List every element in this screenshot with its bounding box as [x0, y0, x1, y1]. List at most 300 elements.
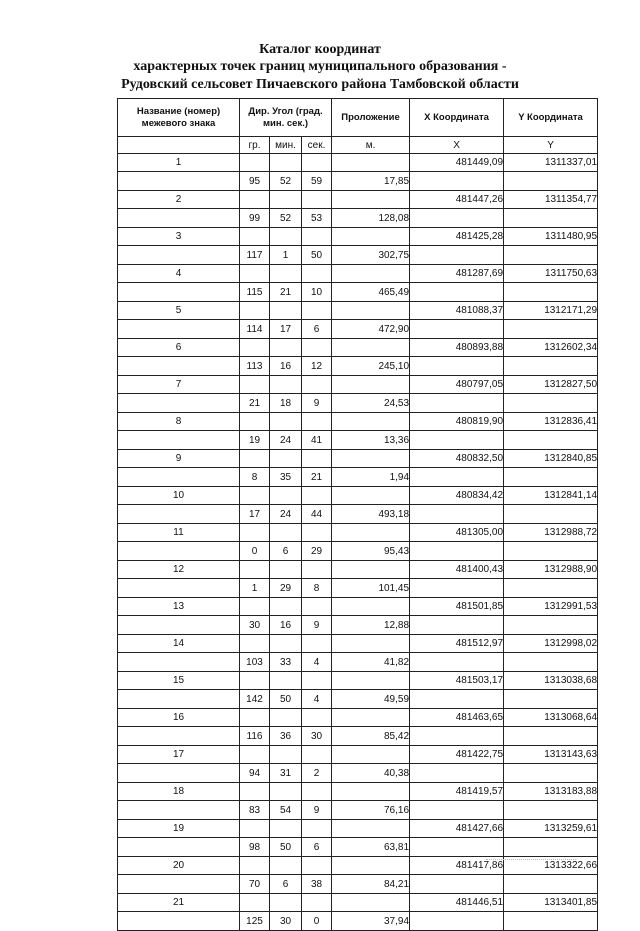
- angle-seconds: 6: [302, 838, 332, 857]
- point-row: [118, 894, 598, 912]
- angle-deg-blank: [240, 857, 270, 875]
- point-row: [118, 783, 598, 801]
- segment-y-blank: [504, 246, 598, 265]
- point-row: [118, 524, 598, 542]
- angle-min-blank: [270, 894, 302, 912]
- segment-y-blank: [504, 394, 598, 413]
- angle-min-blank: [270, 709, 302, 727]
- angle-deg-blank: [240, 487, 270, 505]
- point-y: 1313401,85: [504, 894, 598, 912]
- distance-blank: [332, 672, 410, 690]
- segment-name-blank: [118, 246, 240, 265]
- angle-minutes: 16: [270, 616, 302, 635]
- header-distance: Проложение: [332, 99, 410, 137]
- segment-row: [118, 912, 598, 931]
- segment-distance: 465,49: [332, 283, 410, 302]
- segment-distance: 1,94: [332, 468, 410, 487]
- point-row: [118, 228, 598, 246]
- segment-row: [118, 320, 598, 339]
- segment-row: [118, 579, 598, 598]
- point-number: 10: [118, 487, 240, 505]
- angle-min-blank: [270, 635, 302, 653]
- angle-deg-blank: [240, 894, 270, 912]
- segment-name-blank: [118, 320, 240, 339]
- angle-minutes: 17: [270, 320, 302, 339]
- segment-distance: 24,53: [332, 394, 410, 413]
- angle-seconds: 8: [302, 579, 332, 598]
- angle-seconds: 50: [302, 246, 332, 265]
- segment-x-blank: [410, 542, 504, 561]
- point-number: 5: [118, 302, 240, 320]
- segment-x-blank: [410, 653, 504, 672]
- angle-min-blank: [270, 561, 302, 579]
- angle-seconds: 9: [302, 394, 332, 413]
- segment-name-blank: [118, 468, 240, 487]
- angle-minutes: 50: [270, 690, 302, 709]
- segment-y-blank: [504, 690, 598, 709]
- point-number: 12: [118, 561, 240, 579]
- subheader-x: X: [410, 137, 504, 154]
- point-y: 1313143,63: [504, 746, 598, 764]
- point-row: [118, 820, 598, 838]
- segment-y-blank: [504, 431, 598, 450]
- point-x: 481305,00: [410, 524, 504, 542]
- segment-x-blank: [410, 209, 504, 228]
- segment-row: [118, 505, 598, 524]
- angle-min-blank: [270, 598, 302, 616]
- angle-deg-blank: [240, 524, 270, 542]
- angle-seconds: 30: [302, 727, 332, 746]
- segment-y-blank: [504, 838, 598, 857]
- segment-distance: 245,10: [332, 357, 410, 376]
- angle-seconds: 38: [302, 875, 332, 894]
- point-x: 481501,85: [410, 598, 504, 616]
- document-title: Каталог координат: [259, 42, 381, 57]
- angle-degrees: 103: [240, 653, 270, 672]
- header-y-coordinate: Y Координата: [504, 99, 598, 137]
- subheader-minutes: мин.: [270, 137, 302, 154]
- angle-minutes: 29: [270, 579, 302, 598]
- angle-seconds: 4: [302, 690, 332, 709]
- angle-deg-blank: [240, 709, 270, 727]
- segment-row: [118, 616, 598, 635]
- point-x: 481449,09: [410, 154, 504, 172]
- point-row: [118, 450, 598, 468]
- angle-degrees: 70: [240, 875, 270, 894]
- angle-min-blank: [270, 672, 302, 690]
- segment-name-blank: [118, 838, 240, 857]
- angle-sec-blank: [302, 857, 332, 875]
- angle-deg-blank: [240, 154, 270, 172]
- segment-row: [118, 838, 598, 857]
- segment-name-blank: [118, 616, 240, 635]
- point-y: 1313322,66: [504, 857, 598, 875]
- angle-sec-blank: [302, 894, 332, 912]
- segment-y-blank: [504, 875, 598, 894]
- subheader-degrees: гр.: [240, 137, 270, 154]
- segment-distance: 84,21: [332, 875, 410, 894]
- angle-degrees: 21: [240, 394, 270, 413]
- segment-y-blank: [504, 579, 598, 598]
- segment-x-blank: [410, 875, 504, 894]
- point-x: 481400,43: [410, 561, 504, 579]
- segment-x-blank: [410, 505, 504, 524]
- segment-row: [118, 764, 598, 783]
- point-y: 1311337,01: [504, 154, 598, 172]
- angle-sec-blank: [302, 672, 332, 690]
- segment-name-blank: [118, 875, 240, 894]
- angle-sec-blank: [302, 746, 332, 764]
- point-number: 7: [118, 376, 240, 394]
- segment-x-blank: [410, 838, 504, 857]
- angle-seconds: 10: [302, 283, 332, 302]
- segment-y-blank: [504, 801, 598, 820]
- point-number: 14: [118, 635, 240, 653]
- segment-y-blank: [504, 764, 598, 783]
- point-row: [118, 561, 598, 579]
- angle-minutes: 54: [270, 801, 302, 820]
- segment-distance: 472,90: [332, 320, 410, 339]
- angle-min-blank: [270, 413, 302, 431]
- point-y: 1311354,77: [504, 191, 598, 209]
- angle-min-blank: [270, 524, 302, 542]
- point-x: 480819,90: [410, 413, 504, 431]
- angle-minutes: 35: [270, 468, 302, 487]
- segment-row: [118, 727, 598, 746]
- point-x: 481447,26: [410, 191, 504, 209]
- scan-artifact-divider: [486, 859, 576, 860]
- angle-min-blank: [270, 339, 302, 357]
- segment-x-blank: [410, 616, 504, 635]
- angle-min-blank: [270, 820, 302, 838]
- angle-deg-blank: [240, 450, 270, 468]
- angle-seconds: 59: [302, 172, 332, 191]
- angle-sec-blank: [302, 561, 332, 579]
- angle-seconds: 9: [302, 801, 332, 820]
- point-number: 15: [118, 672, 240, 690]
- angle-deg-blank: [240, 191, 270, 209]
- angle-sec-blank: [302, 302, 332, 320]
- document-subtitle: характерных точек границ муниципального образования -: [133, 59, 507, 74]
- segment-y-blank: [504, 468, 598, 487]
- angle-minutes: 52: [270, 209, 302, 228]
- point-y: 1312171,29: [504, 302, 598, 320]
- angle-min-blank: [270, 487, 302, 505]
- segment-name-blank: [118, 394, 240, 413]
- segment-distance: 128,08: [332, 209, 410, 228]
- point-number: 11: [118, 524, 240, 542]
- angle-sec-blank: [302, 265, 332, 283]
- subheader-seconds: сек.: [302, 137, 332, 154]
- distance-blank: [332, 709, 410, 727]
- angle-seconds: 12: [302, 357, 332, 376]
- point-y: 1312602,34: [504, 339, 598, 357]
- segment-name-blank: [118, 801, 240, 820]
- angle-sec-blank: [302, 191, 332, 209]
- point-number: 9: [118, 450, 240, 468]
- segment-distance: 101,45: [332, 579, 410, 598]
- segment-distance: 493,18: [332, 505, 410, 524]
- angle-degrees: 115: [240, 283, 270, 302]
- segment-x-blank: [410, 283, 504, 302]
- segment-name-blank: [118, 727, 240, 746]
- angle-seconds: 2: [302, 764, 332, 783]
- point-x: 480893,88: [410, 339, 504, 357]
- segment-name-blank: [118, 209, 240, 228]
- angle-degrees: 17: [240, 505, 270, 524]
- segment-distance: 41,82: [332, 653, 410, 672]
- distance-blank: [332, 339, 410, 357]
- subheader-blank: [118, 137, 240, 154]
- segment-row: [118, 468, 598, 487]
- angle-degrees: 113: [240, 357, 270, 376]
- distance-blank: [332, 487, 410, 505]
- segment-distance: 40,38: [332, 764, 410, 783]
- angle-min-blank: [270, 302, 302, 320]
- angle-degrees: 94: [240, 764, 270, 783]
- point-row: [118, 746, 598, 764]
- angle-seconds: 4: [302, 653, 332, 672]
- point-row: [118, 191, 598, 209]
- point-y: 1312840,85: [504, 450, 598, 468]
- segment-x-blank: [410, 690, 504, 709]
- point-row: [118, 709, 598, 727]
- point-x: 481425,28: [410, 228, 504, 246]
- angle-degrees: 116: [240, 727, 270, 746]
- angle-sec-blank: [302, 635, 332, 653]
- point-x: 481463,65: [410, 709, 504, 727]
- segment-x-blank: [410, 431, 504, 450]
- angle-seconds: 0: [302, 912, 332, 931]
- segment-name-blank: [118, 690, 240, 709]
- segment-name-blank: [118, 283, 240, 302]
- angle-minutes: 36: [270, 727, 302, 746]
- angle-degrees: 83: [240, 801, 270, 820]
- segment-distance: 85,42: [332, 727, 410, 746]
- angle-deg-blank: [240, 820, 270, 838]
- segment-x-blank: [410, 727, 504, 746]
- segment-distance: 49,59: [332, 690, 410, 709]
- segment-x-blank: [410, 394, 504, 413]
- angle-minutes: 31: [270, 764, 302, 783]
- angle-min-blank: [270, 376, 302, 394]
- point-y: 1313183,88: [504, 783, 598, 801]
- segment-name-blank: [118, 653, 240, 672]
- segment-y-blank: [504, 357, 598, 376]
- angle-seconds: 9: [302, 616, 332, 635]
- point-number: 4: [118, 265, 240, 283]
- segment-distance: 13,36: [332, 431, 410, 450]
- segment-name-blank: [118, 912, 240, 931]
- angle-degrees: 19: [240, 431, 270, 450]
- point-row: [118, 339, 598, 357]
- segment-x-blank: [410, 801, 504, 820]
- segment-x-blank: [410, 912, 504, 931]
- segment-y-blank: [504, 505, 598, 524]
- angle-degrees: 125: [240, 912, 270, 931]
- point-row: [118, 635, 598, 653]
- point-x: 481417,86: [410, 857, 504, 875]
- distance-blank: [332, 857, 410, 875]
- segment-row: [118, 394, 598, 413]
- segment-y-blank: [504, 727, 598, 746]
- angle-sec-blank: [302, 376, 332, 394]
- angle-sec-blank: [302, 228, 332, 246]
- distance-blank: [332, 783, 410, 801]
- point-row: [118, 376, 598, 394]
- angle-sec-blank: [302, 524, 332, 542]
- angle-min-blank: [270, 857, 302, 875]
- angle-degrees: 99: [240, 209, 270, 228]
- point-number: 1: [118, 154, 240, 172]
- segment-x-blank: [410, 764, 504, 783]
- point-number: 18: [118, 783, 240, 801]
- segment-name-blank: [118, 505, 240, 524]
- document-subtitle-region: Рудовский сельсовет Пичаевского района Тамбовской области: [121, 77, 519, 92]
- angle-minutes: 50: [270, 838, 302, 857]
- point-row: [118, 265, 598, 283]
- angle-min-blank: [270, 783, 302, 801]
- point-row: [118, 413, 598, 431]
- angle-minutes: 6: [270, 875, 302, 894]
- angle-min-blank: [270, 265, 302, 283]
- distance-blank: [332, 376, 410, 394]
- point-y: 1312827,50: [504, 376, 598, 394]
- segment-name-blank: [118, 172, 240, 191]
- point-number: 3: [118, 228, 240, 246]
- segment-row: [118, 283, 598, 302]
- angle-seconds: 53: [302, 209, 332, 228]
- segment-distance: 37,94: [332, 912, 410, 931]
- distance-blank: [332, 598, 410, 616]
- angle-sec-blank: [302, 783, 332, 801]
- angle-seconds: 29: [302, 542, 332, 561]
- angle-degrees: 117: [240, 246, 270, 265]
- angle-deg-blank: [240, 339, 270, 357]
- angle-sec-blank: [302, 339, 332, 357]
- distance-blank: [332, 561, 410, 579]
- point-x: 481419,57: [410, 783, 504, 801]
- distance-blank: [332, 265, 410, 283]
- segment-row: [118, 209, 598, 228]
- angle-degrees: 0: [240, 542, 270, 561]
- distance-blank: [332, 635, 410, 653]
- angle-deg-blank: [240, 302, 270, 320]
- angle-seconds: 6: [302, 320, 332, 339]
- segment-x-blank: [410, 468, 504, 487]
- segment-row: [118, 357, 598, 376]
- segment-x-blank: [410, 357, 504, 376]
- segment-distance: 302,75: [332, 246, 410, 265]
- segment-distance: 95,43: [332, 542, 410, 561]
- segment-distance: 76,16: [332, 801, 410, 820]
- subheader-y: Y: [504, 137, 598, 154]
- point-y: 1311480,95: [504, 228, 598, 246]
- segment-name-blank: [118, 579, 240, 598]
- angle-deg-blank: [240, 783, 270, 801]
- angle-minutes: 24: [270, 505, 302, 524]
- segment-x-blank: [410, 320, 504, 339]
- distance-blank: [332, 413, 410, 431]
- distance-blank: [332, 820, 410, 838]
- segment-name-blank: [118, 764, 240, 783]
- angle-min-blank: [270, 746, 302, 764]
- segment-x-blank: [410, 246, 504, 265]
- segment-y-blank: [504, 172, 598, 191]
- point-y: 1312988,72: [504, 524, 598, 542]
- distance-blank: [332, 894, 410, 912]
- point-number: 16: [118, 709, 240, 727]
- segment-row: [118, 653, 598, 672]
- angle-deg-blank: [240, 265, 270, 283]
- angle-seconds: 44: [302, 505, 332, 524]
- point-y: 1313259,61: [504, 820, 598, 838]
- segment-row: [118, 875, 598, 894]
- point-x: 480797,05: [410, 376, 504, 394]
- angle-degrees: 30: [240, 616, 270, 635]
- angle-seconds: 21: [302, 468, 332, 487]
- segment-name-blank: [118, 357, 240, 376]
- point-row: [118, 672, 598, 690]
- angle-seconds: 41: [302, 431, 332, 450]
- angle-sec-blank: [302, 450, 332, 468]
- segment-row: [118, 690, 598, 709]
- segment-row: [118, 172, 598, 191]
- distance-blank: [332, 524, 410, 542]
- header-direction-angle: Дир. Угол (град. мин. сек.): [240, 99, 332, 137]
- point-y: 1313038,68: [504, 672, 598, 690]
- angle-min-blank: [270, 191, 302, 209]
- angle-minutes: 24: [270, 431, 302, 450]
- point-y: 1313068,64: [504, 709, 598, 727]
- point-row: [118, 302, 598, 320]
- point-number: 19: [118, 820, 240, 838]
- subheader-meters: м.: [332, 137, 410, 154]
- angle-deg-blank: [240, 228, 270, 246]
- angle-deg-blank: [240, 672, 270, 690]
- distance-blank: [332, 302, 410, 320]
- point-number: 2: [118, 191, 240, 209]
- distance-blank: [332, 746, 410, 764]
- segment-y-blank: [504, 912, 598, 931]
- distance-blank: [332, 228, 410, 246]
- angle-min-blank: [270, 228, 302, 246]
- segment-distance: 12,88: [332, 616, 410, 635]
- header-point-name: Название (номер) межевого знака: [118, 99, 240, 137]
- angle-sec-blank: [302, 598, 332, 616]
- coordinate-catalog-table: [117, 98, 598, 931]
- angle-deg-blank: [240, 376, 270, 394]
- angle-sec-blank: [302, 820, 332, 838]
- angle-sec-blank: [302, 413, 332, 431]
- angle-degrees: 114: [240, 320, 270, 339]
- angle-minutes: 6: [270, 542, 302, 561]
- point-x: 481446,51: [410, 894, 504, 912]
- segment-name-blank: [118, 431, 240, 450]
- segment-y-blank: [504, 653, 598, 672]
- point-y: 1311750,63: [504, 265, 598, 283]
- point-y: 1312988,90: [504, 561, 598, 579]
- point-x: 480832,50: [410, 450, 504, 468]
- segment-x-blank: [410, 172, 504, 191]
- point-row: [118, 154, 598, 172]
- angle-degrees: 1: [240, 579, 270, 598]
- catalog-body: [118, 154, 598, 931]
- angle-degrees: 98: [240, 838, 270, 857]
- angle-minutes: 18: [270, 394, 302, 413]
- point-number: 20: [118, 857, 240, 875]
- segment-y-blank: [504, 616, 598, 635]
